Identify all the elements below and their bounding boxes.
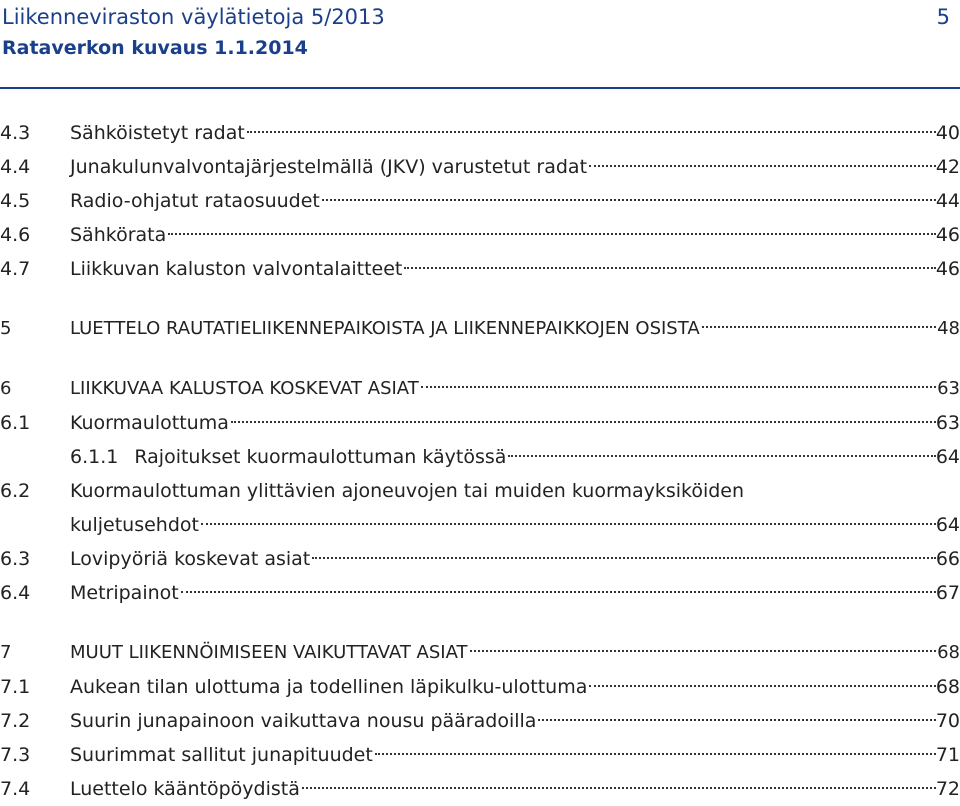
dot-leader (589, 685, 936, 687)
toc-entry-title: Suurimmat sallitut junapituudet (70, 744, 373, 766)
toc-entry-page: 66 (935, 548, 960, 570)
toc-entry-number: 4.5 (0, 190, 31, 212)
dot-leader (538, 719, 936, 721)
toc-entry-number: 6.1 (0, 412, 31, 434)
toc-chapter-entry[interactable] (0, 312, 960, 346)
toc-entry[interactable] (0, 150, 960, 184)
toc-entry[interactable] (0, 218, 960, 252)
dot-leader (247, 131, 936, 133)
toc-entry-title: Sähköistetyt radat (70, 122, 245, 144)
toc-entry-page: 68 (935, 676, 960, 698)
toc-entry[interactable] (0, 772, 960, 806)
toc-entry-number: 6.1.1 (70, 446, 119, 468)
toc-entry-number: 6.4 (0, 582, 31, 604)
toc-entry-page: 44 (935, 190, 960, 212)
toc-entry-page: 64 (935, 446, 960, 468)
toc-entry-page: 48 (937, 318, 960, 339)
toc-chapter-entry[interactable] (0, 636, 960, 670)
toc-chapter-entry[interactable] (0, 372, 960, 406)
toc-entry-title: Liikkuvan kaluston valvontalaitteet (70, 258, 403, 280)
toc-entry-title: Lovipyöriä koskevat asiat (70, 548, 311, 570)
toc-entry[interactable] (0, 670, 960, 704)
table-of-contents (0, 116, 960, 806)
toc-entry-page: 42 (935, 156, 960, 178)
dot-leader (508, 455, 936, 457)
toc-entry-number: 7.2 (0, 710, 31, 732)
toc-entry-title: LIIKKUVAA KALUSTOA KOSKEVAT ASIAT (70, 378, 419, 399)
publication-title: Liikenneviraston väylätietoja 5/2013 (2, 5, 385, 29)
toc-entry-number: 7.4 (0, 778, 31, 800)
dot-leader (168, 233, 936, 235)
toc-entry-title: Metripainot (70, 582, 179, 604)
dot-leader (302, 787, 936, 789)
dot-leader (404, 267, 936, 269)
toc-entry-page: 67 (935, 582, 960, 604)
toc-entry-page: 46 (935, 224, 960, 246)
toc-entry-page: 46 (935, 258, 960, 280)
toc-entry-title-continued: kuljetusehdot (70, 514, 199, 536)
dot-leader (421, 386, 936, 388)
toc-entry[interactable] (0, 406, 960, 440)
toc-entry-page: 68 (937, 642, 960, 663)
dot-leader (201, 523, 936, 525)
toc-entry-number: 7.3 (0, 744, 31, 766)
dot-leader (375, 753, 936, 755)
toc-entry-page: 70 (935, 710, 960, 732)
toc-entry-page: 72 (935, 778, 960, 800)
toc-entry-title: LUETTELO RAUTATIELIIKENNEPAIKOISTA JA LIIKENNEPAIKKOJEN OSISTA (70, 318, 700, 339)
toc-entry[interactable] (0, 576, 960, 610)
toc-entry-title: Rajoitukset kuormaulottuman käytössä (134, 446, 507, 468)
toc-entry-title: Kuormaulottuma (70, 412, 229, 434)
dot-leader (181, 591, 936, 593)
toc-subentry[interactable] (0, 440, 960, 474)
toc-entry[interactable] (0, 474, 960, 508)
toc-entry[interactable] (0, 704, 960, 738)
toc-entry[interactable] (0, 542, 960, 576)
toc-entry-page: 64 (935, 514, 960, 536)
dot-leader (312, 557, 936, 559)
toc-entry-title: Radio-ohjatut rataosuudet (70, 190, 320, 212)
toc-entry-title: Junakulunvalvontajärjestelmällä (JKV) varustetut radat (70, 156, 588, 178)
page-header (2, 0, 960, 62)
toc-entry-title: MUUT LIIKENNÖIMISEEN VAIKUTTAVAT ASIAT (70, 642, 468, 663)
toc-entry-page: 71 (935, 744, 960, 766)
toc-entry-number: 4.6 (0, 224, 31, 246)
toc-entry-continuation[interactable] (0, 508, 960, 542)
toc-entry-number: 7 (0, 642, 12, 663)
toc-entry[interactable] (0, 184, 960, 218)
dot-leader (231, 421, 936, 423)
toc-entry-number: 6.2 (0, 480, 31, 502)
toc-entry-page: 40 (935, 122, 960, 144)
toc-entry-number: 4.3 (0, 122, 31, 144)
toc-entry-number: 4.7 (0, 258, 31, 280)
toc-entry-title: Sähkörata (70, 224, 167, 246)
toc-entry[interactable] (0, 116, 960, 150)
toc-entry[interactable] (0, 252, 960, 286)
publication-subtitle: Rataverkon kuvaus 1.1.2014 (2, 37, 308, 59)
toc-entry-title: Suurin junapainoon vaikuttava nousu pääradoilla (70, 710, 537, 732)
toc-entry-number: 6 (0, 378, 12, 399)
header-divider (0, 87, 960, 89)
toc-entry-number: 7.1 (0, 676, 31, 698)
toc-entry-number: 5 (0, 318, 12, 339)
dot-leader (322, 199, 936, 201)
toc-entry-number: 4.4 (0, 156, 31, 178)
page-number: 5 (936, 5, 950, 29)
dot-leader (702, 326, 936, 328)
toc-entry-page: 63 (935, 412, 960, 434)
toc-entry[interactable] (0, 738, 960, 772)
toc-entry-title: Luettelo kääntöpöydistä (70, 778, 300, 800)
dot-leader (589, 165, 936, 167)
toc-entry-title: Kuormaulottuman ylittävien ajoneuvojen tai muiden kuormayksiköiden (70, 480, 745, 502)
dot-leader (470, 650, 937, 652)
toc-entry-page: 63 (937, 378, 960, 399)
toc-entry-number: 6.3 (0, 548, 31, 570)
toc-entry-title: Aukean tilan ulottuma ja todellinen läpikulku-ulottuma (70, 676, 588, 698)
